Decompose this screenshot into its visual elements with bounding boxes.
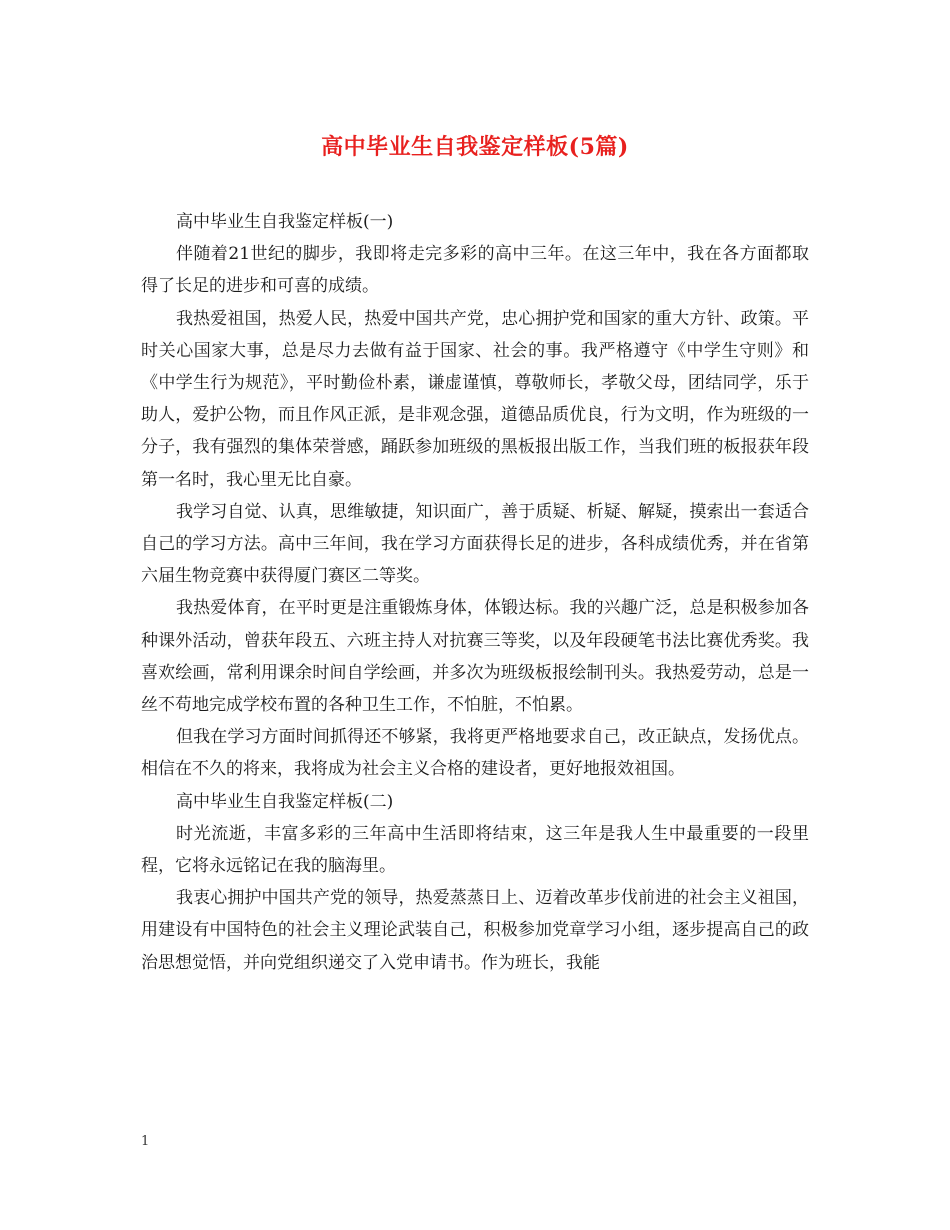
paragraph: 我学习自觉、认真，思维敏捷，知识面广，善于质疑、析疑、解疑，摸索出一套适合自己的学习方法。高中三年间，我在学习方面获得长足的进步，各科成绩优秀，并在省第六届生物竞赛中获得厦门赛区二等奖。 xyxy=(141,501,809,587)
paragraph: 但我在学习方面时间抓得还不够紧，我将更严格地要求自己，改正缺点，发扬优点。相信在不久的将来，我将成为社会主义合格的建设者，更好地报效祖国。 xyxy=(141,727,809,780)
page-number: 1 xyxy=(141,1134,150,1149)
paragraph: 我衷心拥护中国共产党的领导，热爱蒸蒸日上、迈着改革步伐前进的社会主义祖国，用建设有中国特色的社会主义理论武装自己，积极参加党章学习小组，逐步提高自己的政治思想觉悟，并向党组织递交了入党申请书。作为班长，我能 xyxy=(141,888,809,973)
section-heading-1: 高中毕业生自我鉴定样板(一) xyxy=(176,212,394,232)
paragraph: 时光流逝，丰富多彩的三年高中生活即将结束，这三年是我人生中最重要的一段里程，它将永远铭记在我的脑海里。 xyxy=(141,823,809,877)
document-body xyxy=(141,206,809,979)
document-title: 高中毕业生自我鉴定样板(5篇) xyxy=(321,134,629,160)
paragraph: 我热爱体育，在平时更是注重锻炼身体，体锻达标。我的兴趣广泛，总是积极参加各种课外活动，曾获年段五、六班主持人对抗赛三等奖，以及年段硬笔书法比赛优秀奖。我喜欢绘画，常利用课余时间自学绘画，并多次为班级板报绘制刊头。我热爱劳动，总是一丝不苟地完成学校布置的各种卫生工作，不怕脏，不怕累。 xyxy=(141,598,809,716)
paragraph: 我热爱祖国，热爱人民，热爱中国共产党，忠心拥护党和国家的重大方针、政策。平时关心国家大事，总是尽力去做有益于国家、社会的事。我严格遵守《中学生守则》和《中学生行为规范》，平时勤俭朴素，谦虚谨慎，尊敬师长，孝敬父母，团结同学，乐于助人，爱护公物，而且作风正派，是非观念强，道德品质优良，行为文明，作为班级的一分子，我有强烈的集体荣誉感，踊跃参加班级的黑板报出版工作，当我们班的板报获年段第一名时，我心里无比自豪。 xyxy=(141,308,809,490)
paragraph: 伴随着21世纪的脚步，我即将走完多彩的高中三年。在这三年中，我在各方面都取得了长足的进步和可喜的成绩。 xyxy=(141,244,809,297)
section-heading-2: 高中毕业生自我鉴定样板(二) xyxy=(176,791,394,812)
